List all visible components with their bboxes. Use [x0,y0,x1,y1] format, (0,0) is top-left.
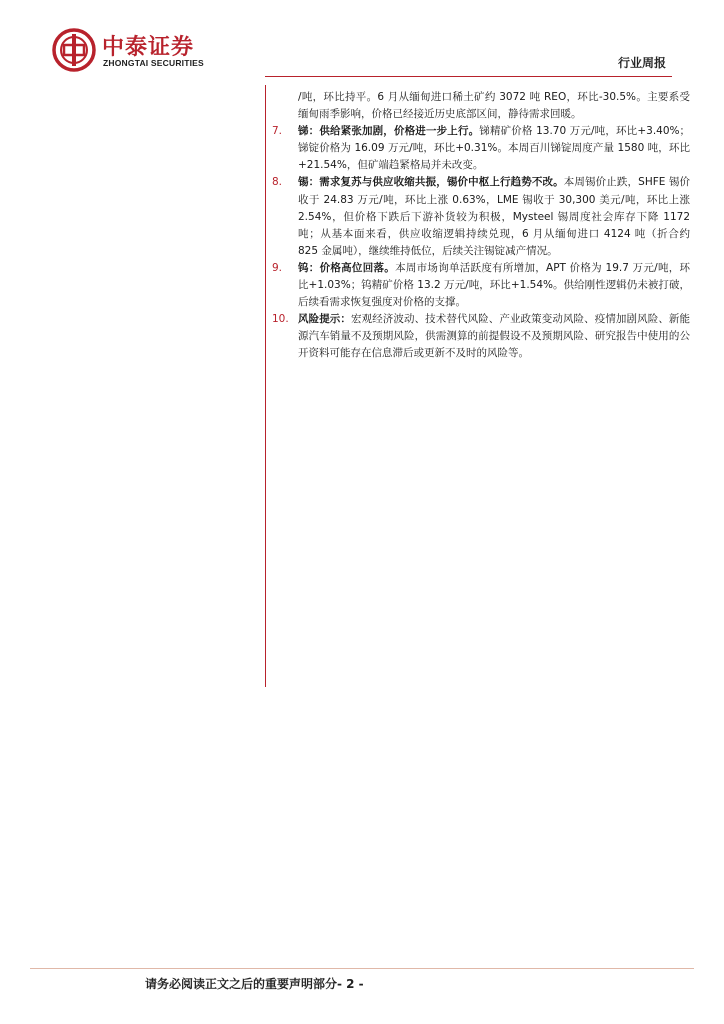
footer-divider [30,968,694,969]
list-item-risk-warning [272,311,690,362]
item-headline: 锡：需求复苏与供应收缩共振，锡价中枢上行趋势不改。 [298,176,564,189]
item-headline: 钨：价格高位回落。 [298,261,396,274]
continuation-paragraph: /吨，环比持平。6 月从缅甸进口稀土矿约 3072 吨 REO，环比-30.5%。主要系受缅甸雨季影响，价格已经接近历史底部区间，静待需求回暖。 [298,91,690,121]
content-left-rule [265,85,266,687]
header-divider [265,76,672,77]
company-logo [52,28,222,72]
item-number: 8. [272,176,283,189]
footer-disclaimer: 请务必阅读正文之后的重要声明部分- 2 - [145,977,364,991]
list-item-antimony [272,123,690,174]
report-body [272,89,690,363]
list-item-tin [272,174,690,259]
zhongtai-logo-icon [52,28,96,72]
item-body: 锑精矿价格 13.70 万元/吨，环比+3.40%；锑锭价格为 16.09 万元/吨，环比+0.31%。本周百川锑锭周度产量 1580 吨，环比+21.54%，但矿端趋紧格局并未改变。 [298,125,690,172]
item-number: 7. [272,125,283,138]
report-type-label: 行业周报 [617,56,666,70]
item-headline: 风险提示： [298,313,351,326]
logo-chinese-name: 中泰证券 [102,35,195,60]
list-item-tungsten [272,260,690,311]
item-headline: 锑：供给紧张加剧，价格进一步上行。 [298,125,480,138]
item-number: 9. [272,261,283,274]
item-number: 10. [272,313,289,326]
logo-english-name: ZHONGTAI SECURITIES [103,58,204,68]
item-body: 本周锡价止跌，SHFE 锡价收于 24.83 万元/吨，环比上涨 0.63%，LME 锡收于 30,300 美元/吨，环比上涨 2.54%，但价格下跌后下游补货较为积极，Mysteel 锡周度社会库存下降 1172 吨；从基本面来看，供应收缩逻辑持续兑现，6 月从缅甸进口 4124 吨（折合约 825 金属吨），继续维持低位，后续关注锡锭减产情况。 [298,176,691,257]
item-body: 宏观经济波动、技术替代风险、产业政策变动风险、疫情加剧风险、新能源汽车销量不及预期风险，供需测算的前提假设不及预期风险、研究报告中使用的公开资料可能存在信息滞后或更新不及时的风险等。 [298,313,691,360]
item-body: 本周市场询单活跃度有所增加，APT 价格为 19.7 万元/吨，环比+1.03%；钨精矿价格 13.2 万元/吨，环比+1.54%。供给刚性逻辑仍未被打破，后续看需求恢复强度对价格的支撑。 [298,261,691,309]
